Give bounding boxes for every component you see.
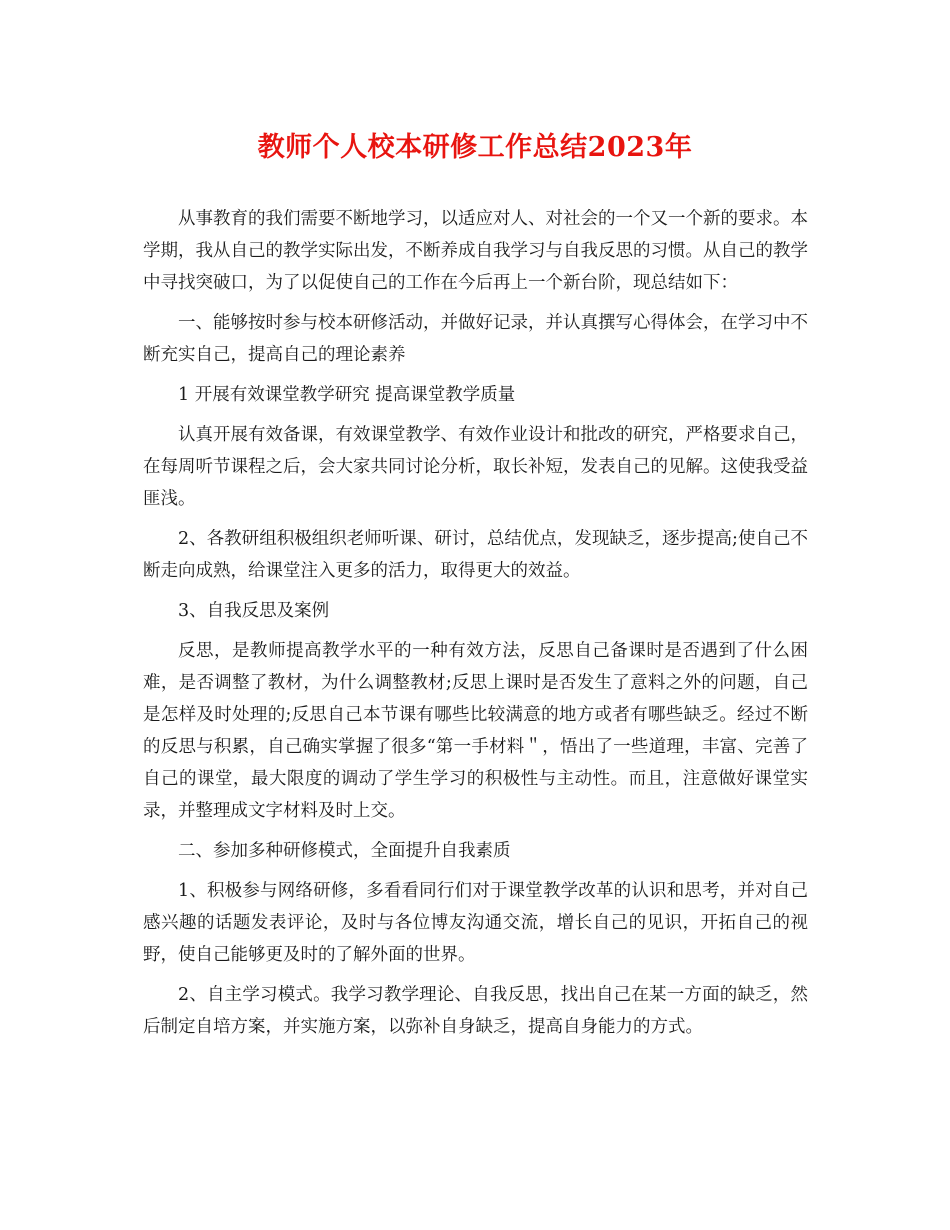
paragraph-section-2-item-1: 1、积极参与网络研修，多看看同行们对于课堂教学改革的认识和思考，并对自己感兴趣的话题发表评论，及时与各位博友沟通交流，增长自己的见识，开拓自己的视野，使自己能够更及时的了解外面的世界。 xyxy=(143,881,808,965)
document-body xyxy=(143,203,808,1051)
paragraph-item-1-body: 认真开展有效备课，有效课堂教学、有效作业设计和批改的研究，严格要求自己，在每周听节课程之后，会大家共同讨论分析，取长补短，发表自己的见解。这使我受益匪浅。 xyxy=(143,425,808,509)
paragraph-item-3-body: 反思，是教师提高教学水平的一种有效方法，反思自己备课时是否遇到了什么困难，是否调整了教材，为什么调整教材;反思上课时是否发生了意料之外的问题，自己是怎样及时处理的;反思自己本节课有哪些比较满意的地方或者有哪些缺乏。经过不断的反思与积累，自己确实掌握了很多“第一手材料＂，悟出了一些道理，丰富、完善了自己的课堂，最大限度的调动了学生学习的积极性与主动性。而且，注意做好课堂实录，并整理成文字材料及时上交。 xyxy=(143,641,808,821)
paragraph-section-2-item-2: 2、自主学习模式。我学习教学理论、自我反思，找出自己在某一方面的缺乏，然后制定自培方案，并实施方案，以弥补自身缺乏，提高自身能力的方式。 xyxy=(143,985,808,1037)
paragraph-intro: 从事教育的我们需要不断地学习，以适应对人、对社会的一个又一个新的要求。本学期，我从自己的教学实际出发，不断养成自我学习与自我反思的习惯。从自己的教学中寻找突破口，为了以促使自己的工作在今后再上一个新台阶，现总结如下： xyxy=(143,209,808,293)
document-title: 教师个人校本研修工作总结2023年 xyxy=(257,132,693,163)
paragraph-section-2-heading: 二、参加多种研修模式，全面提升自我素质 xyxy=(178,841,511,861)
paragraph-section-1-heading: 一、能够按时参与校本研修活动，并做好记录，并认真撰写心得体会，在学习中不断充实自己，提高自己的理论素养 xyxy=(143,313,808,365)
paragraph-item-2: 2、各教研组积极组织老师听课、研讨，总结优点，发现缺乏，逐步提高;使自己不断走向成熟，给课堂注入更多的活力，取得更大的效益。 xyxy=(143,529,808,581)
paragraph-item-1-heading: 1 开展有效课堂教学研究 提高课堂教学质量 xyxy=(178,385,516,405)
paragraph-item-3-heading: 3、自我反思及案例 xyxy=(178,601,330,621)
